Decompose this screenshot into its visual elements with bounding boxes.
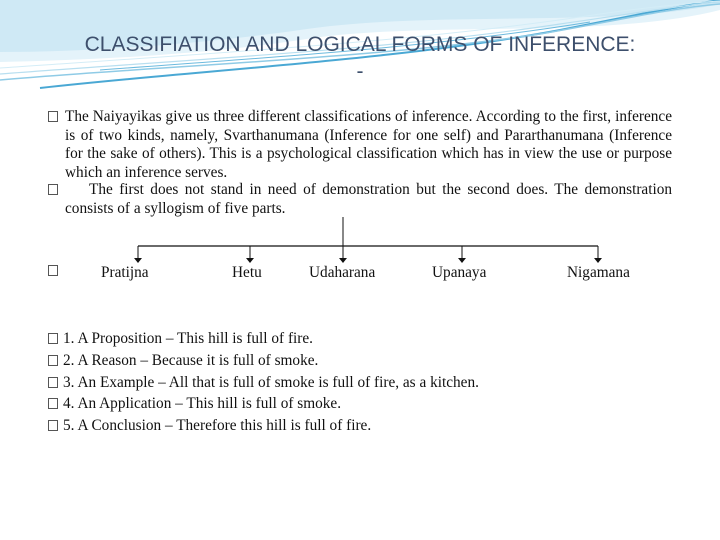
syllogism-steps-list (48, 328, 479, 437)
slide-title: CLASSIFIATION AND LOGICAL FORMS OF INFERENCE: (84, 33, 636, 56)
paragraph-demonstration (48, 181, 672, 218)
bullet-icon (48, 398, 58, 409)
step-text: 1. A Proposition – This hill is full of fire. (63, 330, 314, 347)
bullet-icon (48, 420, 58, 431)
bullet-icon (48, 377, 58, 388)
paragraph-text: The first does not stand in need of demonstration but the second does. The demonstration consists of a syllogism of five parts. (65, 181, 672, 217)
step-text: 2. A Reason – Because it is full of smoke. (63, 351, 319, 369)
step-text: 3. An Example – All that is full of smoke is full of fire, as a kitchen. (63, 373, 479, 391)
part-label-hetu: Hetu (232, 264, 262, 281)
bullet-icon (48, 184, 58, 195)
step-text: 4. An Application – This hill is full of smoke. (63, 395, 342, 413)
part-label-nigamana: Nigamana (567, 264, 630, 281)
bullet-icon (48, 111, 58, 122)
step-text: 5. A Conclusion – Therefore this hill is full of fire. (63, 417, 372, 435)
part-label-upanaya: Upanaya (432, 264, 487, 281)
bullet-icon (48, 333, 58, 344)
paragraph-text: The Naiyayikas give us three different classifications of inference. According to the first, inference is of two kinds, namely, Svarthanumana (Inference for one self) and Pararthanumana (Inference for the sake of others). This is a psychological classification which has in view the use or purpose which an inference serves. (65, 108, 672, 181)
part-label-udaharana: Udaharana (309, 264, 376, 281)
bullet-icon (48, 355, 58, 366)
bullet-icon (48, 265, 58, 276)
list-item (48, 415, 479, 437)
paragraph-classifications (48, 108, 672, 182)
part-label-pratijna: Pratijna (101, 264, 149, 281)
list-item (48, 393, 479, 415)
list-item (48, 350, 479, 372)
slide-title-dash: - (356, 60, 364, 83)
list-item (48, 328, 479, 350)
list-item (48, 372, 479, 394)
